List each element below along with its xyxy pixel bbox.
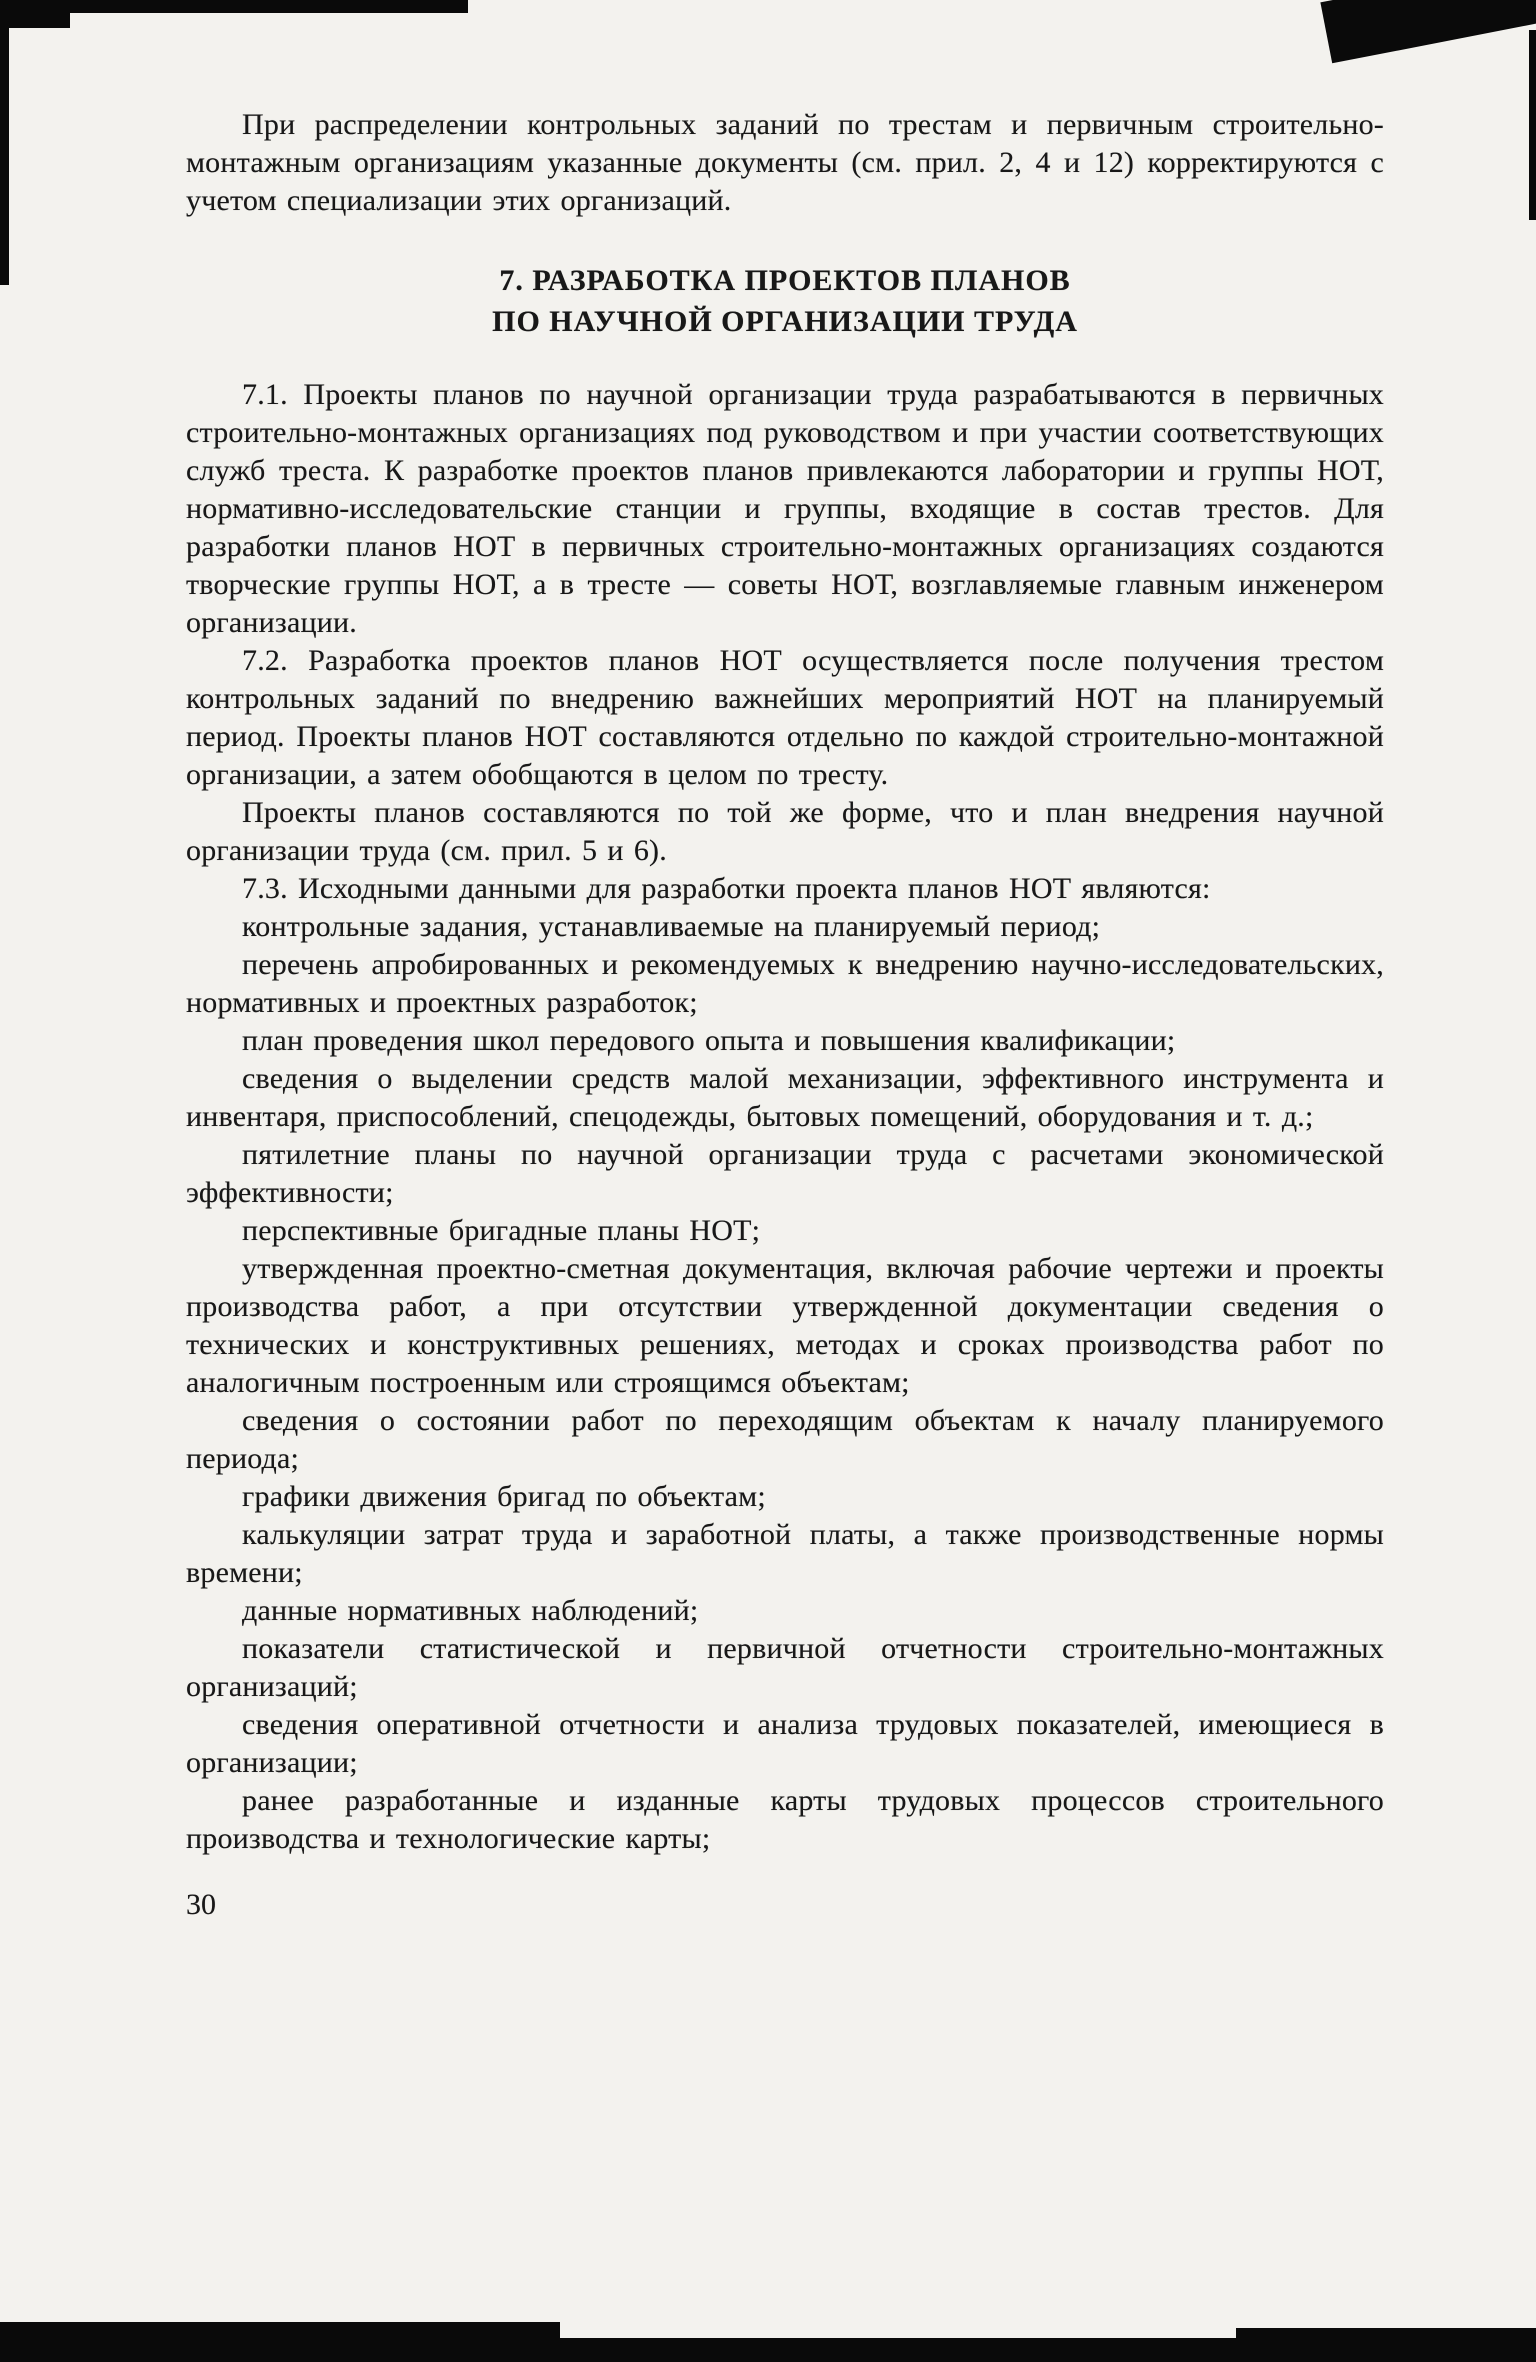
- scan-artifact-bottom-right-blob: [1236, 2328, 1536, 2362]
- list-item: перечень апробированных и рекомендуемых к внедрению научно-исследовательских, нормативных и проектных разработок;: [186, 948, 1384, 1019]
- page-content: [186, 106, 1384, 1922]
- page-number: 30: [186, 1888, 216, 1921]
- list-item: утвержденная проектно-сметная документация, включая рабочие чертежи и проекты производства работ, а при отсутствии утвержденной документации сведения о технических и конструктивных решениях, методах и сроках производства работ по аналогичным построенным или строящимся объектам;: [186, 1252, 1384, 1399]
- paragraph-7-1: 7.1. Проекты планов по научной организации труда разрабатываются в первичных строительно-монтажных организациях под руководством и при участии соответствующих служб треста. К разработке проектов планов привлекаются лаборатории и группы НОТ, нормативно-исследовательские станции и группы, входящие в состав трестов. Для разработки планов НОТ в первичных строительно-монтажных организациях создаются творческие группы НОТ, а в тресте — советы НОТ, возглавляемые главным инженером организации.: [186, 378, 1384, 639]
- list-item: показатели статистической и первичной отчетности строительно-монтажных организаций;: [186, 1632, 1384, 1703]
- list-item: графики движения бригад по объектам;: [242, 1480, 766, 1513]
- list-item: данные нормативных наблюдений;: [242, 1594, 699, 1627]
- list-item: пятилетние планы по научной организации труда с расчетами экономической эффективности;: [186, 1138, 1384, 1209]
- scan-artifact-bottom-left-blob: [0, 2322, 560, 2362]
- paragraph-7-2: 7.2. Разработка проектов планов НОТ осуществляется после получения трестом контрольных заданий по внедрению важнейших мероприятий НОТ на планируемый период. Проекты планов НОТ составляются отдельно по каждой строительно-монтажной организации, а затем обобщаются в целом по тресту.: [186, 644, 1384, 791]
- section-heading: [186, 260, 1384, 342]
- section-heading-line-1: 7. РАЗРАБОТКА ПРОЕКТОВ ПЛАНОВ: [499, 264, 1071, 297]
- list-item: калькуляции затрат труда и заработной платы, а также производственные нормы времени;: [186, 1518, 1384, 1589]
- section-heading-line-2: ПО НАУЧНОЙ ОРГАНИЗАЦИИ ТРУДА: [492, 305, 1078, 338]
- list-item: сведения оперативной отчетности и анализа трудовых показателей, имеющиеся в организации;: [186, 1708, 1384, 1779]
- scan-artifact-top-strip: [0, 0, 468, 13]
- list-item: ранее разработанные и изданные карты трудовых процессов строительного производства и технологические карты;: [186, 1784, 1384, 1855]
- paragraph-7-3: 7.3. Исходными данными для разработки проекта планов НОТ являются:: [242, 872, 1211, 905]
- list-item: контрольные задания, устанавливаемые на планируемый период;: [242, 910, 1101, 943]
- scan-artifact-top-left-blob: [0, 0, 70, 28]
- scan-artifact-left-strip: [0, 0, 9, 285]
- list-item: сведения о выделении средств малой механизации, эффективного инструмента и инвентаря, приспособлений, спецодежды, бытовых помещений, оборудования и т. д.;: [186, 1062, 1384, 1133]
- scan-artifact-top-right-wedge: [1320, 0, 1536, 63]
- list-item: перспективные бригадные планы НОТ;: [242, 1214, 761, 1247]
- scan-artifact-right-strip: [1529, 30, 1536, 220]
- list-item: план проведения школ передового опыта и повышения квалификации;: [242, 1024, 1176, 1057]
- paragraph: Проекты планов составляются по той же форме, что и план внедрения научной организации труда (см. прил. 5 и 6).: [186, 796, 1384, 867]
- paragraph-intro: При распределении контрольных заданий по трестам и первичным строительно-монтажным организациям указанные документы (см. прил. 2, 4 и 12) корректируются с учетом специализации этих организаций.: [186, 108, 1384, 217]
- list-item: сведения о состоянии работ по переходящим объектам к началу планируемого периода;: [186, 1404, 1384, 1475]
